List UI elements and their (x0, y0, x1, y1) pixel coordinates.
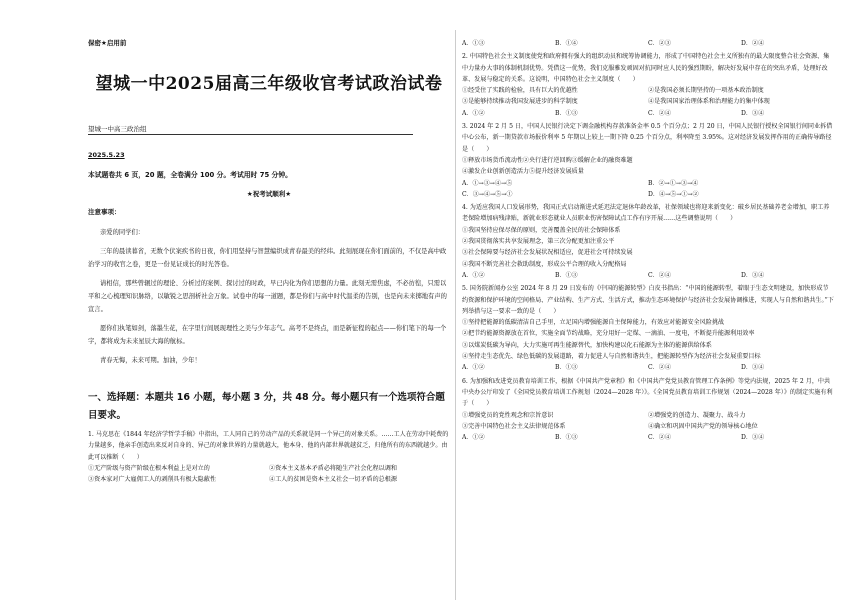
answer-choice-d[interactable]: D．④→⑤→①→② (648, 190, 699, 198)
answer-choice-b[interactable]: B．①③ (555, 109, 578, 117)
answer-choice-d[interactable]: D．③④ (741, 434, 765, 442)
question-1 (88, 429, 450, 485)
q1-answer-choices (462, 38, 834, 49)
q3-answer-choices (462, 178, 834, 201)
answer-choice-b[interactable]: B．②→①→③→④ (648, 179, 699, 187)
option-item: ④确立和巩固中国共产党的领导核心地位 (648, 422, 758, 430)
option-item: ①无产阶级与资产阶级在根本利益上是对立的 (88, 464, 210, 472)
section-heading: 一、选择题：本题共 16 小题，每小题 3 分，共 48 分。每小题只有一个选项符合题目要求。 (88, 392, 445, 421)
q5-answer-choices (462, 362, 834, 373)
answer-choice-c[interactable]: C．②③ (648, 40, 671, 47)
q6-answer-choices (462, 432, 834, 443)
question-6 (462, 376, 834, 444)
q2-answer-choices (462, 108, 834, 119)
question-options (462, 85, 834, 108)
option-item: ③是能够持续推动我国发展进步的科学制度 (462, 98, 578, 106)
answer-choice-c[interactable]: C．②④ (648, 109, 671, 117)
option-item: ④工人的贫困是资本主义社会一切矛盾的总根源 (269, 476, 397, 484)
answer-choice-c[interactable]: C．③→④→⑤→① (462, 190, 513, 198)
option-item: ④是我国国家治理体系和治理能力的集中体现 (648, 98, 770, 106)
attention-heading: 注意事项： (88, 208, 121, 216)
answer-choice-a[interactable]: A．①③ (462, 40, 485, 47)
answer-choice-a[interactable]: A．①② (462, 364, 485, 372)
question-stem: 5. 国务院新闻办公室 2024 年 8 月 29 日发布的《中国的能源转型》白皮书指出：“中国的能源转型，着眼于生态文明建设，加快形成节约资源和保护环境的空间格局、产业结构、生产方式、生活方式，推动生态环境保护与经济社会发展协调推进，实现人与自然和谐共生。”下列举措与这一要求一致的是（ ） (462, 285, 834, 315)
answer-choice-a[interactable]: A．①② (462, 109, 485, 117)
option-item: ①经受住了实践的检验，具有巨大的优越性 (462, 87, 578, 95)
question-stem: 3. 2024 年 2 月 5 日，中国人民银行决定下调金融机构存款准备金率 0.5 个百分点；2 月 20 日，中国人民银行授权全国银行间同业拆借中心公布，新一期贷款市场报价利率 5 年期以上较上一期下降 0.25 个百分点，利率降至 3.95%。这对经济发展发挥作用的正确传导路径是（ ） (462, 123, 833, 153)
encouragement-letter (88, 226, 450, 367)
exam-date: 2025.5.23 (88, 151, 125, 159)
question-3 (462, 121, 834, 200)
question-stem: 2. 中国特色社会主义制度使党和政府拥有强大的组织动员和统筹协调能力，形成了中国特色社会主义所独有的最大限度整合社会资源、集中力量办大事的体制机制优势。凭借这一优势，我们克服雅发顽固对抗同时应人民的强烈期盼，解决好发展中存在的突出矛盾，处理好改革、发展与稳定的关系。这说明，中国特色社会主义制度（ ） (462, 53, 830, 83)
option-item: ①增强党员的党性观念和宗旨意识 (462, 411, 554, 419)
answer-choice-a[interactable]: A．①② (462, 434, 485, 442)
answer-choice-a[interactable]: A．①② (462, 271, 485, 279)
question-2 (462, 51, 834, 119)
letter-paragraph: 请相信，那些曾辗过的理论、分析过的案例、探讨过的时政，早已内化为你们思想的力量。此刻无需焦虑，不必彷徨，只需以平和之心梳理知识脉络，以敏锐之思剖析社会万象。试卷中的每一道题，都是你们与高中时代温柔的告别，也是向未来掷地有声的宣言。 (88, 280, 447, 313)
good-luck-wish: ★祝考试顺利★ (246, 190, 292, 198)
question-options (88, 463, 450, 486)
option-item: ②我国贯彻落实共享发展理念，第三次分配更加注重公平 (462, 238, 615, 246)
option-item: ③完善中国特色社会主义法律规范体系 (462, 422, 566, 430)
question-stem: 1. 马克思在《1844 年经济学哲学手稿》中指出，工人同自己的劳动产品的关系就是同一个异己的对象关系。……工人在劳动中耗费的力量越多，他亲手创造出来反对自身的、异己的对象世界的力量就越大，他本身、他的内部世界就越贫乏，归他所有的东西就越少。由此可以推断（ ） (88, 431, 449, 461)
answer-choice-c[interactable]: C．②④ (648, 271, 671, 279)
exam-notice: 本试题卷共 6 页，20 题，全卷满分 100 分。考试用时 75 分钟。 (88, 171, 292, 179)
answer-choice-a[interactable]: A．①→③→④→⑤ (462, 179, 513, 187)
answer-choice-b[interactable]: B．①③ (555, 364, 578, 372)
answer-choice-d[interactable]: D．③④ (741, 364, 765, 372)
answer-choice-d[interactable]: D．③④ (741, 271, 765, 279)
answer-choice-d[interactable]: D．②④ (741, 40, 765, 47)
letter-paragraph: 青春无悔，未来可期。加油，少年！ (100, 357, 201, 364)
q4-answer-choices (462, 270, 834, 281)
right-column (462, 38, 834, 443)
answer-choice-b[interactable]: B．①③ (555, 434, 578, 442)
option-item: ③以煤炭低碳为导向，大力实施可再生能源替代，加快构建以化石能源为主体的能源供给体系 (462, 341, 712, 349)
organizer: 望城一中高三政治组 (88, 124, 413, 135)
answer-choice-c[interactable]: C．②④ (648, 364, 671, 372)
letter-greeting: 亲爱的同学们： (100, 229, 145, 236)
answer-choice-c[interactable]: C．②④ (648, 434, 671, 442)
question-stem: 4. 为适应我国人口发展形势，我国正式启动渐进式延迟法定退休年龄改革，社保领域也将迎来新变化：破乡居民基础养老金增加，职工养老保险增加病残津贴，新就业形态就业人员职业伤害保障试点工作有序开展……这些调整说明（ ） (462, 204, 830, 223)
answer-choice-d[interactable]: D．③④ (741, 109, 765, 117)
question-5 (462, 283, 834, 373)
answer-choice-b[interactable]: B．①④ (555, 40, 578, 47)
column-divider (455, 30, 456, 600)
option-item: ②把节约能源资源放在首位，实施全面节约战略，充分用好一定煤、一滴油、一度电，不断提升能源利用效率 (462, 330, 755, 338)
option-item: ①我国坚持应保尽保的原则，完善覆盖全民的社会保障体系 (462, 226, 621, 234)
option-item: ②增强党的创造力、凝聚力、战斗力 (648, 411, 746, 419)
secret-label: 保密★启用前 (88, 39, 127, 47)
question-options (462, 410, 834, 433)
letter-paragraph: 三年的晨读暮省，无数个伏案疾书的日夜，你们用坚持与智慧编织成青春最美的经纬。此刻展现在你们面前的，不仅是高中政治学习的收官之卷，更是一份见证成长的时光答卷。 (88, 248, 447, 268)
left-column (88, 38, 450, 485)
option-item: ②是我国必须长期坚持的一项基本政治制度 (648, 87, 764, 95)
option-item: ②资本主义基本矛盾必将随生产社会化程以调和 (269, 464, 397, 472)
option-item: ④我国不断完善社会救助制度，形成公平合理的收入分配格局 (462, 260, 627, 268)
option-item: ④坚持走生态优先、绿色低碳的发展道路，着力促进人与自然和谐共生，把能源转型作为经济社会发展重要目标 (462, 353, 761, 361)
option-item: ③资本家对广大雇佣工人的剥削具有极大隐蔽性 (88, 476, 216, 484)
option-row: ①释放市场货币流动性②央行进行逆回购③缓解企业的融资难题 (462, 156, 633, 164)
question-4 (462, 202, 834, 281)
exam-title: 望城一中2025届高三年级收官考试政治试卷 (95, 74, 443, 94)
option-row: ④激发企业创新创造活力⑤提升经济发展质量 (462, 168, 584, 176)
answer-choice-b[interactable]: B．①③ (555, 271, 578, 279)
question-stem: 6. 为加强和改进党员教育培训工作，根据《中国共产党章程》和《中国共产党党员教育管理工作条例》等党内法规，2025 年 2 月，中共中央办公厅印发了《全国党员教育培训工作规划（2024—2028 年）》。《全国党员教育培训工作规划（2024—2028 年）》的制定实施有利于（ ） (462, 377, 833, 408)
option-item: ①坚持把能源的低碳清洁自己手里，立足国内增强能源自主保障能力，有效应对能源安全风险挑战 (462, 319, 725, 327)
letter-paragraph: 愿你们执笔如剑，落墨生花，在字里行间展现理性之美与少年志气。高考不是终点，而是新征程的起点——你们笔下的每一个字，都将成为未来星辰大海的航标。 (88, 325, 447, 345)
option-item: ③社会保障要与经济社会发展状况相适应，促进社会可持续发展 (462, 249, 633, 257)
